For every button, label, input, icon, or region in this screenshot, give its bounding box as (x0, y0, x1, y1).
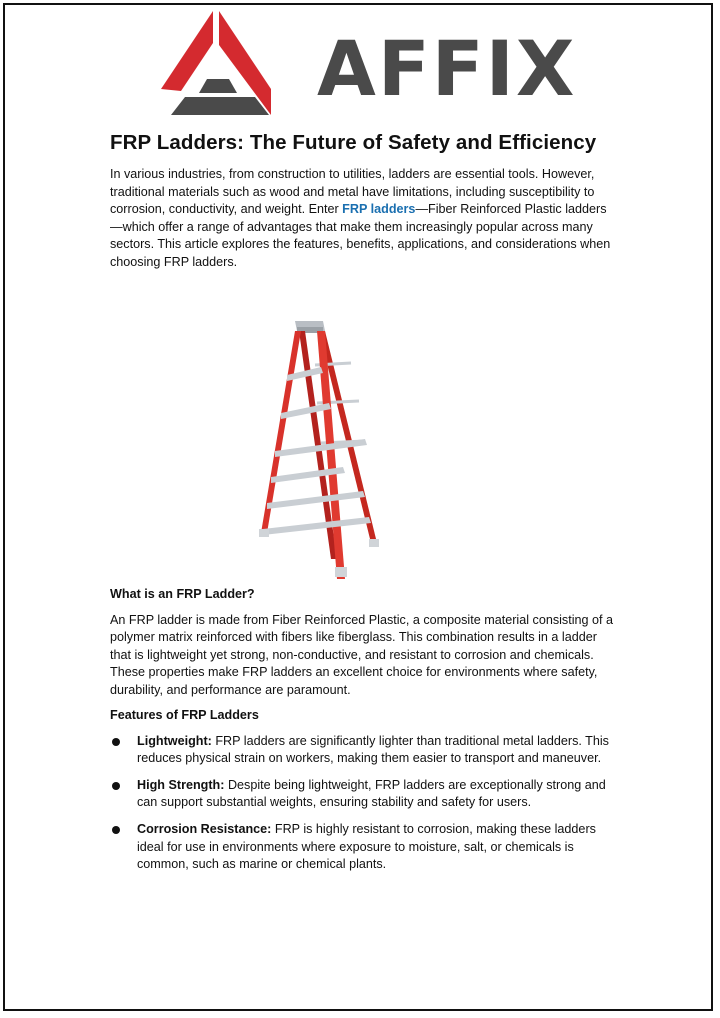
intro-text-after: —Fiber Reinforced Plastic ladders—which offer a range of advantages that make them increasingly popular across many sectors. This article explores the features, benefits, applications, and considerations when choosing FRP ladders. (110, 202, 611, 269)
affix-logo (157, 9, 577, 117)
article-title: FRP Ladders: The Future of Safety and Efficiency (110, 131, 597, 154)
feature-text: FRP is highly resistant to corrosion, making these ladders ideal for use in environments where exposure to moisture, salt, or chemicals is common, such as marine or chemical plants. (137, 821, 596, 872)
what-is-section (110, 586, 615, 700)
what-is-heading: What is an FRP Ladder? (110, 587, 255, 601)
features-section (110, 707, 615, 883)
bullet-icon (112, 782, 120, 790)
feature-text: FRP ladders are significantly lighter than traditional metal ladders. This reduces physical strain on workers, making them easier to transport and maneuver. (137, 733, 609, 766)
feature-term: Lightweight: (137, 733, 212, 748)
feature-term: Corrosion Resistance: (137, 821, 272, 836)
affix-logo-graphic (157, 9, 577, 117)
feature-text: Despite being lightweight, FRP ladders are exceptionally strong and can support substantial weights, ensuring stability and safety for users. (137, 777, 606, 810)
document-page (3, 3, 713, 1011)
intro-paragraph (110, 166, 615, 272)
ladder-image (245, 317, 405, 579)
list-item (110, 821, 615, 874)
list-item (110, 733, 615, 768)
article-intro (110, 131, 615, 272)
svg-text:AFFIX: AFFIX (317, 24, 577, 113)
frp-ladders-link[interactable]: FRP ladders (342, 202, 416, 217)
feature-term: High Strength: (137, 777, 225, 792)
features-heading: Features of FRP Ladders (110, 708, 259, 722)
intro-text-before: In various industries, from construction to utilities, ladders are essential tools. However, traditional materials such as wood and metal have limitations, including susceptibility to corrosion, conductivity, and weight. Enter (110, 167, 595, 217)
what-is-paragraph: An FRP ladder is made from Fiber Reinforced Plastic, a composite material consisting of a polymer matrix reinforced with fibers like fiberglass. This combination results in a ladder that is lightweight yet strong, non-conductive, and resistant to corrosion and chemicals. These properties make FRP ladders an excellent choice for environments where safety, durability, and performance are paramount. (110, 612, 614, 697)
bullet-icon (112, 738, 120, 746)
bullet-icon (112, 826, 120, 834)
list-item (110, 777, 615, 812)
features-list (110, 733, 615, 874)
